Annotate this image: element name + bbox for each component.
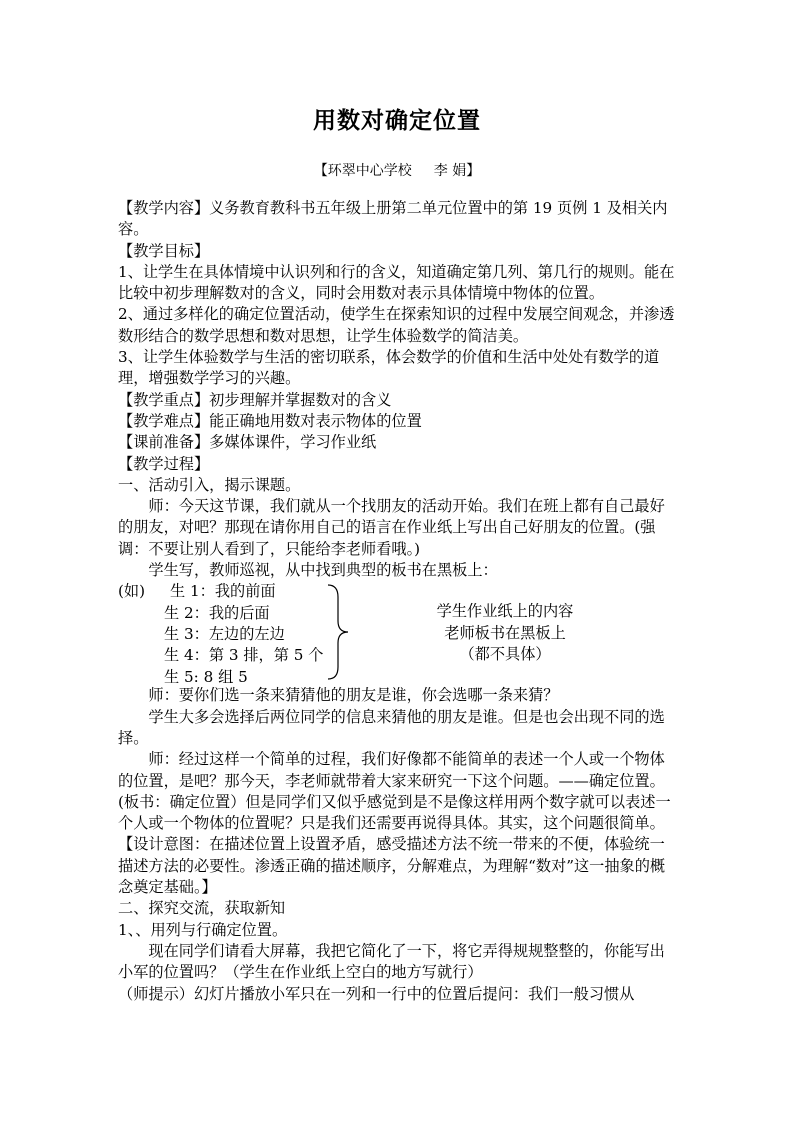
goal-3: 3、让学生体验数学与生活的密切联系，体会数学的价值和生活中处处有数学的道理，增强数学学习的兴趣。	[118, 348, 660, 388]
class-preparation: 【课前准备】多媒体课件，学习作业纸	[118, 433, 377, 452]
student-answer-list	[164, 581, 323, 687]
student-answer-5: 生 5: 8 组 5	[164, 667, 248, 686]
goal-2: 2、通过多样化的确定位置活动，使学生在探索知识的过程中发展空间观念，并渗透数形结合的数学思想和数对思想，让学生体验数学的简洁美。	[118, 305, 675, 345]
goal-1: 1、让学生在具体情境中认识列和行的含义，知道确定第几列、第几行的规则。能在比较中初步理解数对的含义，同时会用数对表示具体情境中物体的位置。	[118, 262, 675, 303]
author-line	[0, 160, 794, 180]
student-answer-2: 生 2：我的后面	[164, 603, 270, 622]
design-intent: 【设计意图：在描述位置上设置矛盾，感受描述方法不统一带来的不便，体验统一描述方法的必要性。渗透正确的描述顺序，分解难点，为理解“数对”这一抽象的概念奠定基础。】	[118, 835, 666, 897]
subsection-1-heading: 1、、用列与行确定位置。	[118, 920, 288, 939]
student-choice-paragraph: 学生大多会选择后两位同学的信息来猜他的朋友是谁。但是也会出现不同的选择。	[118, 707, 665, 747]
section-2-heading: 二、探究交流，获取新知	[118, 899, 286, 918]
author-name: 李 娟】	[433, 163, 481, 179]
teacher-intro-paragraph: 师：今天这节课，我们就从一个找朋友的活动开始。我们在班上都有自己最好的朋友，对吧？那现在请你用自己的语言在作业纸上写出自己好朋友的位置。(强调：不要让别人看到了，只能给李老师看哦。)	[118, 497, 665, 558]
teaching-process-heading: 【教学过程】	[118, 454, 210, 473]
screen-task-paragraph: 现在同学们请看大屏幕，我把它简化了一下，将它弄得规规整整的，你能写出小军的位置吗？（学生在作业纸上空白的地方写就行）	[118, 941, 665, 982]
teaching-focus: 【教学重点】初步理解并掌握数对的含义	[118, 390, 392, 409]
author-school: 【环翠中心学校	[313, 163, 412, 179]
note-line-1: 学生作业纸上的内容	[436, 602, 574, 621]
page-title: 用数对确定位置	[313, 108, 481, 134]
student-answer-1: 生 1：我的前面	[170, 582, 276, 601]
note-line-3: （都不具体）	[459, 644, 551, 663]
teaching-content: 【教学内容】义务教育教科书五年级上册第二单元位置中的第 19 页例 1 及相关内容。	[118, 199, 668, 239]
blackboard-note	[390, 601, 620, 665]
section-1-heading: 一、活动引入，揭示课题。	[118, 475, 301, 494]
blackboard-example	[118, 581, 678, 685]
student-writing-paragraph: 学生写，教师巡视，从中找到典型的板书在黑板上：	[148, 561, 498, 580]
student-answer-3: 生 3：左边的左边	[164, 624, 285, 643]
note-line-2: 老师板书在黑板上	[444, 623, 566, 642]
teacher-question: 师：要你们选一条来猜猜他的朋友是谁，你会选哪一条来猜？	[148, 686, 559, 705]
curly-brace-icon	[326, 583, 350, 681]
example-prefix: (如)	[118, 582, 146, 601]
teacher-hint-paragraph: （师提示）幻灯片播放小军只在一列和一行中的位置后提问：我们一般习惯从	[118, 984, 635, 1003]
student-answer-4: 生 4：第 3 排，第 5 个	[164, 646, 324, 665]
teaching-goals-heading: 【教学目标】	[118, 241, 210, 260]
teacher-explanation: 师：经过这样一个简单的过程，我们好像都不能简单的表述一个人或一个物体的位置，是吧？那今天，李老师就带着大家来研究一下这个问题。——确定位置。(板书：确定位置）但是同学们又似乎感觉到是不是像这样用两个数字就可以表述一个人或一个物体的位置呢？只是我们还需要再说得具体。其实，这个问题很简单。	[118, 750, 671, 833]
document-body	[118, 198, 678, 1005]
teaching-difficulty: 【教学难点】能正确地用数对表示物体的位置	[118, 411, 422, 430]
